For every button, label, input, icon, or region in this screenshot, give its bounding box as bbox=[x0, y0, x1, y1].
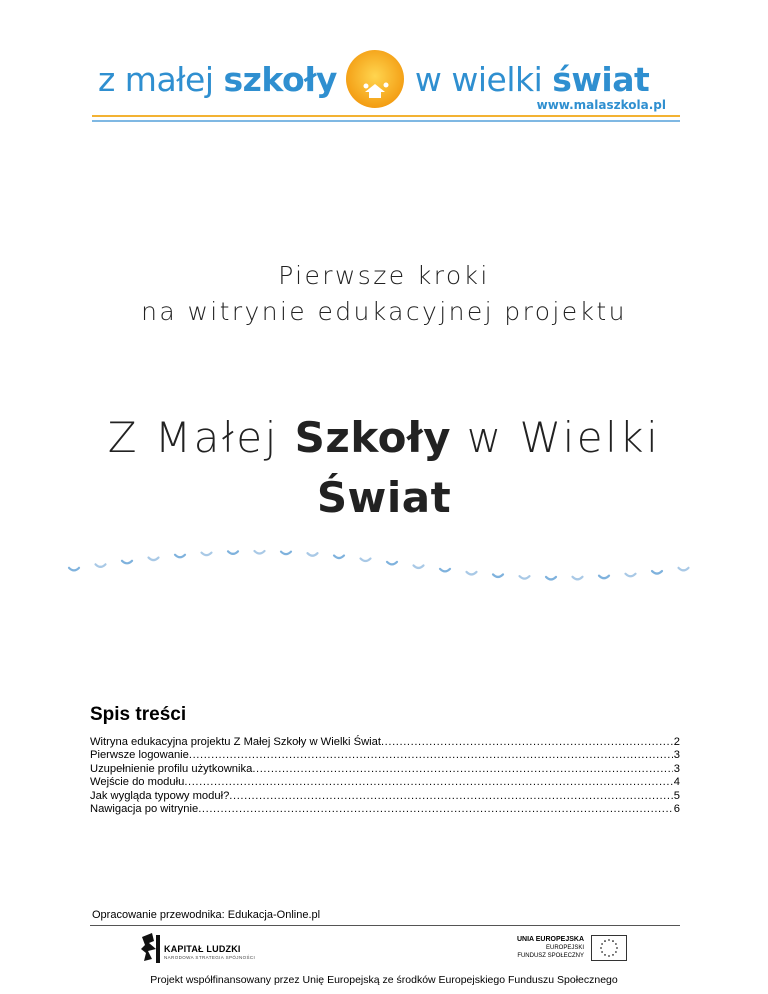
smile-mark bbox=[573, 577, 583, 580]
banner-divider-blue bbox=[92, 120, 680, 122]
toc-entry[interactable] bbox=[90, 776, 680, 789]
table-of-contents bbox=[90, 704, 680, 816]
smile-mark bbox=[652, 571, 662, 574]
toc-entry-leader bbox=[252, 763, 672, 776]
toc-entry-page: 6 bbox=[673, 803, 680, 816]
toc-entry-title: Jak wygląda typowy moduł? bbox=[90, 789, 230, 802]
title-word-bold: Szkoły bbox=[294, 413, 451, 462]
smile-mark bbox=[149, 558, 159, 561]
eu-label-line-2: EUROPEJSKI bbox=[545, 945, 584, 951]
smile-mark bbox=[361, 559, 371, 562]
eu-star bbox=[608, 955, 610, 957]
toc-entry-title: Pierwsze logowanie bbox=[90, 749, 189, 762]
smile-mark bbox=[414, 565, 424, 568]
toc-entry-page: 3 bbox=[673, 762, 680, 775]
eu-star bbox=[615, 951, 617, 953]
smile-mark bbox=[255, 551, 265, 554]
toc-entry-page: 4 bbox=[673, 776, 680, 789]
smile-mark bbox=[122, 561, 132, 564]
smile-mark bbox=[493, 574, 503, 577]
banner-divider-orange bbox=[92, 115, 680, 117]
sun-logo-icon bbox=[344, 48, 406, 110]
toc-entry-title: Wejście do modułu bbox=[90, 776, 185, 789]
smile-mark bbox=[96, 564, 106, 567]
toc-entry[interactable] bbox=[90, 749, 680, 762]
title-word-light-1: Z Małej bbox=[107, 413, 295, 462]
smile-mark bbox=[202, 553, 212, 556]
toc-entry-leader bbox=[189, 749, 673, 762]
toc-entry-page: 5 bbox=[673, 789, 680, 802]
banner-text-bold-1: szkoły bbox=[223, 60, 337, 99]
eu-star bbox=[604, 940, 606, 942]
eu-star bbox=[612, 954, 614, 956]
smile-mark bbox=[520, 576, 530, 579]
toc-entry[interactable] bbox=[90, 763, 680, 776]
smile-mark bbox=[387, 562, 397, 565]
cofinancing-note: Projekt współfinansowany przez Unię Europejską ze środków Europejskiego Funduszu Społecznego bbox=[150, 974, 618, 986]
banner-url[interactable]: www.malaszkola.pl bbox=[536, 98, 666, 112]
toc-entry-leader bbox=[184, 776, 672, 789]
footer-divider bbox=[90, 925, 680, 926]
smile-mark bbox=[175, 555, 185, 558]
smile-mark bbox=[467, 572, 477, 575]
eu-star bbox=[600, 947, 602, 949]
title-line-2 bbox=[0, 468, 768, 528]
eu-label-line-1: UNIA EUROPEJSKA bbox=[516, 936, 584, 943]
eu-star bbox=[601, 951, 603, 953]
smile-mark bbox=[679, 568, 689, 571]
prepared-by-note: Opracowanie przewodnika: Edukacja-Online.pl bbox=[92, 909, 321, 921]
toc-entry-leader bbox=[198, 803, 673, 816]
smile-mark bbox=[334, 556, 344, 559]
eu-flag-icon bbox=[591, 935, 627, 961]
toc-entry-leader bbox=[381, 736, 673, 749]
title-word-light-2: w Wielki bbox=[450, 413, 661, 462]
eu-label-line-3: FUNDUSZ SPOŁECZNY bbox=[517, 953, 584, 959]
title-line-1 bbox=[0, 408, 768, 468]
toc-entry-page: 2 bbox=[673, 736, 680, 748]
decorative-smile-wave bbox=[60, 535, 710, 590]
toc-entry[interactable] bbox=[90, 736, 680, 749]
kapital-ludzki-title: KAPITAŁ LUDZKI bbox=[164, 944, 241, 954]
toc-list bbox=[90, 736, 680, 816]
eu-star bbox=[612, 940, 614, 942]
smile-mark bbox=[281, 552, 291, 555]
toc-entry-title: Uzupełnienie profilu użytkownika bbox=[90, 762, 253, 775]
eu-star bbox=[608, 939, 610, 941]
toc-entry-leader bbox=[229, 790, 672, 803]
toc-entry[interactable] bbox=[90, 803, 680, 816]
subtitle-line-2: na witrynie edukacyjnej projektu bbox=[141, 297, 627, 326]
project-banner bbox=[92, 44, 680, 126]
eu-star bbox=[604, 954, 606, 956]
document-title bbox=[0, 408, 768, 528]
eu-star bbox=[601, 943, 603, 945]
kapital-ludzki-subtitle: NARODOWA STRATEGIA SPÓJNOŚCI bbox=[164, 955, 256, 960]
banner-text-light-2: w wielki bbox=[414, 60, 553, 99]
toc-entry-title: Witryna edukacyjna projektu Z Małej Szkoły w Wielki Świat bbox=[90, 736, 381, 748]
smile-mark bbox=[69, 568, 79, 571]
banner-text-bold-2: świat bbox=[552, 60, 650, 99]
title-word-bold-2: Świat bbox=[316, 473, 452, 522]
smile-mark bbox=[308, 553, 318, 556]
toc-entry-page: 3 bbox=[673, 749, 680, 762]
smile-mark bbox=[599, 576, 609, 579]
smile-mark bbox=[626, 574, 636, 577]
eu-star bbox=[616, 947, 618, 949]
smile-mark bbox=[546, 577, 556, 580]
eu-label bbox=[500, 936, 584, 960]
eu-star bbox=[615, 943, 617, 945]
banner-text-light-1: z małej bbox=[98, 60, 224, 99]
smile-mark bbox=[440, 569, 450, 572]
toc-entry[interactable] bbox=[90, 790, 680, 803]
subtitle-line-1: Pierwsze kroki bbox=[278, 261, 490, 290]
document-subtitle bbox=[0, 258, 768, 330]
toc-heading: Spis treści bbox=[90, 704, 187, 725]
toc-entry-title: Nawigacja po witrynie bbox=[90, 803, 199, 816]
smile-mark bbox=[228, 551, 238, 554]
